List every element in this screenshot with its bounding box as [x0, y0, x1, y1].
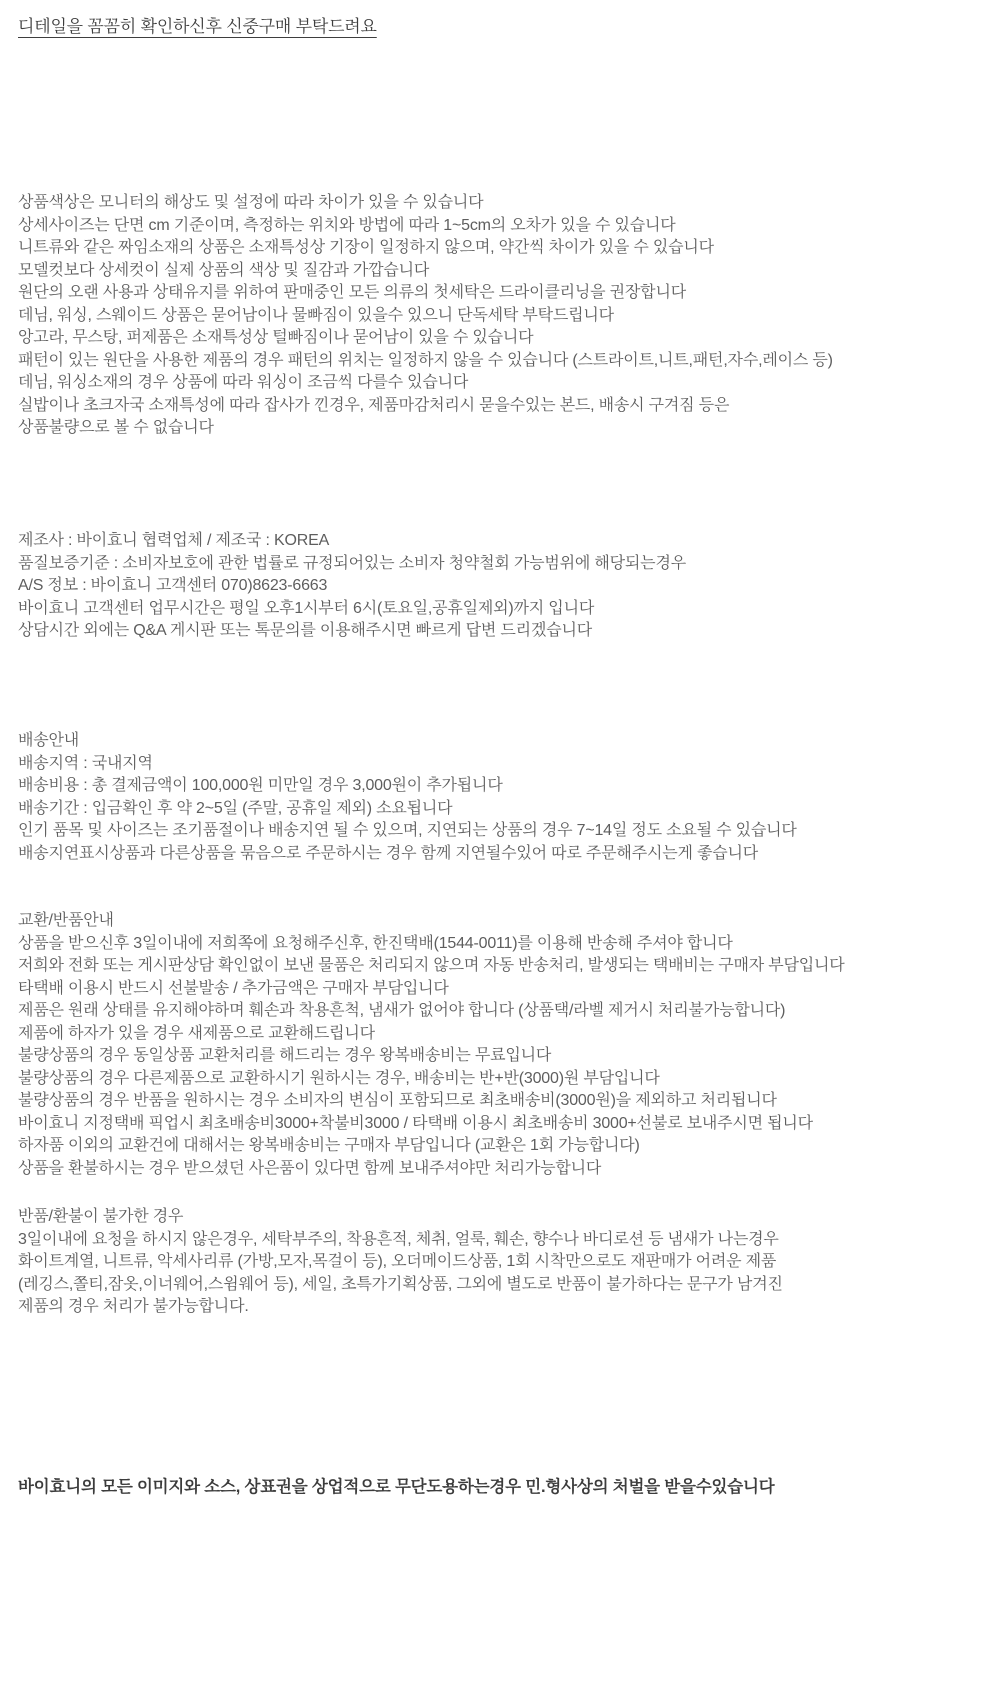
- exchange-section-heading: 교환/반품안내: [18, 912, 114, 929]
- text-line: 원단의 오랜 사용과 상태유지를 위하여 판매중인 모든 의류의 첫세탁은 드라이클리닝을 권장합니다: [18, 284, 686, 301]
- exchange-return-section: [18, 910, 992, 1180]
- text-line: 하자품 이외의 교환건에 대해서는 왕복배송비는 구매자 부담입니다 (교환은 1회 가능합니다): [18, 1137, 640, 1154]
- text-line: 인기 품목 및 사이즈는 조기품절이나 배송지연 될 수 있으며, 지연되는 상품의 경우 7~14일 정도 소요될 수 있습니다: [18, 822, 797, 839]
- text-line: 니트류와 같은 짜임소재의 상품은 소재특성상 기장이 일정하지 않으며, 약간씩 차이가 있을 수 있습니다: [18, 239, 714, 256]
- no-return-section: [18, 1206, 992, 1319]
- text-line: 패턴이 있는 원단을 사용한 제품의 경우 패턴의 위치는 일정하지 않을 수 있습니다 (스트라이트,니트,패턴,자수,레이스 등): [18, 351, 833, 369]
- exchange-lines: [18, 933, 992, 1181]
- text-line: (레깅스,쫄티,잠옷,이너웨어,스윔웨어 등), 세일, 초특가기획상품, 그외에 별도로 반품이 불가하다는 문구가 남겨진: [18, 1275, 783, 1293]
- text-line: 제품에 하자가 있을 경우 새제품으로 교환해드립니다: [18, 1024, 375, 1042]
- text-line: 배송지연표시상품과 다른상품을 묶음으로 주문하시는 경우 함께 지연될수있어 따로 주문해주시는게 좋습니다: [18, 844, 758, 862]
- copyright-warning: 바이효니의 모든 이미지와 소스, 상표권을 상업적으로 무단도용하는경우 민.형사상의 처벌을 받을수있습니다: [18, 1478, 775, 1496]
- text-line: 배송비용 : 총 결제금액이 100,000원 미만일 경우 3,000원이 추가됩니다: [18, 777, 503, 794]
- text-line: 저희와 전화 또는 게시판상담 확인없이 보낸 물품은 처리되지 않으며 자동 반송처리, 발생되는 택배비는 구매자 부담입니다: [18, 957, 845, 974]
- text-line: A/S 정보 : 바이효니 고객센터 070)8623-6663: [18, 577, 328, 594]
- text-line: 상세사이즈는 단면 cm 기준이며, 측정하는 위치와 방법에 따라 1~5cm의 오차가 있을 수 있습니다: [18, 216, 676, 234]
- shipping-info-section: [18, 730, 992, 865]
- text-line: 화이트계열, 니트류, 악세사리류 (가방,모자,목걸이 등), 오더메이드상품, 1회 시착만으로도 재판매가 어려운 제품: [18, 1253, 777, 1270]
- no-return-lines: [18, 1229, 992, 1319]
- text-line: 불량상품의 경우 다른제품으로 교환하시기 원하시는 경우, 배송비는 반+반(3000)원 부담입니다: [18, 1069, 660, 1087]
- text-line: 배송지역 : 국내지역: [18, 754, 153, 772]
- product-notice-section: [18, 192, 992, 440]
- text-line: 데님, 워싱소재의 경우 상품에 따라 워싱이 조금씩 다를수 있습니다: [18, 374, 469, 391]
- text-line: 품질보증기준 : 소비자보호에 관한 법률로 규정되어있는 소비자 청약철회 가능범위에 해당되는경우: [18, 554, 686, 572]
- text-line: 불량상품의 경우 동일상품 교환처리를 해드리는 경우 왕복배송비는 무료입니다: [18, 1047, 552, 1064]
- text-line: 불량상품의 경우 반품을 원하시는 경우 소비자의 변심이 포함되므로 최초배송비(3000원)을 제외하고 처리됩니다: [18, 1092, 777, 1109]
- page-title: 디테일을 꼼꼼히 확인하신후 신중구매 부탁드려요: [18, 17, 377, 36]
- text-line: 상품을 받으신후 3일이내에 저희쪽에 요청해주신후, 한진택배(1544-0011)를 이용해 반송해 주셔야 합니다: [18, 934, 733, 952]
- text-line: 상담시간 외에는 Q&A 게시판 또는 톡문의를 이용해주시면 빠르게 답변 드리겠습니다: [18, 622, 592, 639]
- shipping-lines: [18, 753, 992, 866]
- text-line: 제품은 원래 상태를 유지해야하며 훼손과 착용흔척, 냄새가 없어야 합니다 (상품택/라벨 제거시 처리불가능합니다): [18, 1002, 786, 1019]
- text-line: 상품을 환불하시는 경우 받으셨던 사은품이 있다면 함께 보내주셔야만 처리가능합니다: [18, 1159, 602, 1177]
- text-line: 모델컷보다 상세컷이 실제 상품의 색상 및 질감과 가깝습니다: [18, 261, 430, 279]
- text-line: 앙고라, 무스탕, 퍼제품은 소재특성상 털빠짐이나 묻어남이 있을 수 있습니다: [18, 329, 534, 346]
- text-line: 실밥이나 초크자국 소재특성에 따라 잡사가 낀경우, 제품마감처리시 묻을수있는 본드, 배송시 구겨짐 등은: [18, 396, 730, 414]
- text-line: 상품불량으로 볼 수 없습니다: [18, 419, 214, 436]
- manufacturer-info-section: [18, 530, 992, 643]
- text-line: 배송기간 : 입금확인 후 약 2~5일 (주말, 공휴일 제외) 소요됩니다: [18, 799, 453, 817]
- text-line: 3일이내에 요청을 하시지 않은경우, 세탁부주의, 착용흔적, 체취, 얼룩, 훼손, 향수나 바디로션 등 냄새가 나는경우: [18, 1230, 779, 1248]
- text-line: 바이효니 고객센터 업무시간은 평일 오후1시부터 6시(토요일,공휴일제외)까지 입니다: [18, 599, 595, 617]
- no-return-section-heading: 반품/환불이 불가한 경우: [18, 1208, 184, 1225]
- text-line: 제품의 경우 처리가 불가능합니다.: [18, 1298, 249, 1315]
- text-line: 데님, 워싱, 스웨이드 상품은 묻어남이나 물빠짐이 있을수 있으니 단독세탁 부탁드립니다: [18, 306, 614, 324]
- text-line: 바이효니 지정택배 픽업시 최초배송비3000+착불비3000 / 타택배 이용시 최초배송비 3000+선불로 보내주시면 됩니다: [18, 1114, 813, 1132]
- text-line: 상품색상은 모니터의 해상도 및 설정에 따라 차이가 있을 수 있습니다: [18, 194, 484, 211]
- text-line: 타택배 이용시 반드시 선불발송 / 추가금액은 구매자 부담입니다: [18, 979, 449, 997]
- shipping-section-heading: 배송안내: [18, 732, 80, 749]
- text-line: 제조사 : 바이효니 협력업체 / 제조국 : KOREA: [18, 532, 330, 549]
